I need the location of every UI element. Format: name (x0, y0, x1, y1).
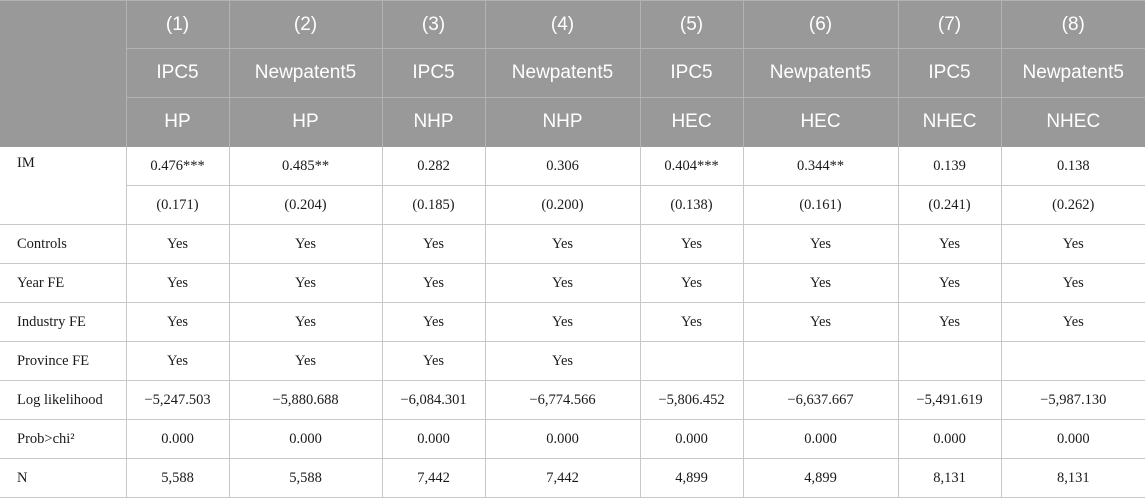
table-cell: Yes (1001, 264, 1145, 303)
standard-error-cell: (0.171) (126, 186, 229, 225)
table-header (0, 1, 1145, 147)
table-cell: Yes (485, 342, 640, 381)
table-cell: 0.000 (743, 420, 898, 459)
table-cell (898, 342, 1001, 381)
row-label-prob-chi2: Prob>chi² (0, 420, 126, 459)
table-cell: Yes (640, 264, 743, 303)
sample-group: HP (126, 98, 229, 147)
column-number: (2) (229, 1, 382, 49)
table-cell: Yes (898, 264, 1001, 303)
row-label-industry-fe: Industry FE (0, 303, 126, 342)
table-cell: −6,774.566 (485, 381, 640, 420)
table-cell: −5,987.130 (1001, 381, 1145, 420)
table-cell: Yes (898, 303, 1001, 342)
table-cell: Yes (1001, 303, 1145, 342)
dependent-variable: IPC5 (640, 49, 743, 98)
table-cell: 0.000 (898, 420, 1001, 459)
sample-group: NHP (485, 98, 640, 147)
table-cell: −5,880.688 (229, 381, 382, 420)
table-cell: Yes (485, 303, 640, 342)
row-log-likelihood (0, 381, 1145, 420)
column-number: (6) (743, 1, 898, 49)
dependent-variable: Newpatent5 (1001, 49, 1145, 98)
column-number: (8) (1001, 1, 1145, 49)
row-label-log-likelihood: Log likelihood (0, 381, 126, 420)
column-number: (1) (126, 1, 229, 49)
table-cell: 5,588 (126, 459, 229, 498)
row-industry-fe (0, 303, 1145, 342)
table-cell: −6,084.301 (382, 381, 485, 420)
table-cell: Yes (126, 264, 229, 303)
dependent-variable: Newpatent5 (485, 49, 640, 98)
table-cell: Yes (382, 342, 485, 381)
table-cell: Yes (229, 264, 382, 303)
standard-error-cell: (0.204) (229, 186, 382, 225)
standard-error-cell: (0.262) (1001, 186, 1145, 225)
header-corner-cell (0, 1, 126, 147)
table-cell: 4,899 (640, 459, 743, 498)
row-province-fe (0, 342, 1145, 381)
header-row-numbers (0, 1, 1145, 49)
table-cell: Yes (640, 225, 743, 264)
table-cell: Yes (229, 225, 382, 264)
row-controls (0, 225, 1145, 264)
table-cell: −5,491.619 (898, 381, 1001, 420)
coefficient-cell: 0.344** (743, 147, 898, 186)
row-label-im: IM (0, 147, 126, 225)
standard-error-cell: (0.138) (640, 186, 743, 225)
coefficient-cell: 0.306 (485, 147, 640, 186)
standard-error-cell: (0.161) (743, 186, 898, 225)
table-cell: 4,899 (743, 459, 898, 498)
dependent-variable: IPC5 (898, 49, 1001, 98)
table-cell: Yes (382, 303, 485, 342)
coefficient-cell: 0.485** (229, 147, 382, 186)
sample-group: NHEC (1001, 98, 1145, 147)
column-number: (5) (640, 1, 743, 49)
table-cell: Yes (743, 303, 898, 342)
table-cell: −6,637.667 (743, 381, 898, 420)
table-cell: 8,131 (898, 459, 1001, 498)
table-cell: Yes (229, 342, 382, 381)
coefficient-cell: 0.476*** (126, 147, 229, 186)
table-cell: Yes (126, 342, 229, 381)
standard-error-cell: (0.185) (382, 186, 485, 225)
table-cell: −5,806.452 (640, 381, 743, 420)
table-cell: 0.000 (1001, 420, 1145, 459)
header-row-samples (0, 98, 1145, 147)
table-cell: Yes (898, 225, 1001, 264)
column-number: (4) (485, 1, 640, 49)
table-cell: Yes (743, 225, 898, 264)
sample-group: HEC (640, 98, 743, 147)
standard-error-cell: (0.200) (485, 186, 640, 225)
standard-error-cell: (0.241) (898, 186, 1001, 225)
table-cell (1001, 342, 1145, 381)
table-cell: Yes (743, 264, 898, 303)
column-number: (3) (382, 1, 485, 49)
dependent-variable: IPC5 (126, 49, 229, 98)
table-cell (640, 342, 743, 381)
table-cell: 7,442 (485, 459, 640, 498)
table-cell: Yes (1001, 225, 1145, 264)
table-cell: 8,131 (1001, 459, 1145, 498)
table-cell: −5,247.503 (126, 381, 229, 420)
coefficient-cell: 0.139 (898, 147, 1001, 186)
row-label-year-fe: Year FE (0, 264, 126, 303)
table-cell: 0.000 (126, 420, 229, 459)
row-prob-chi2 (0, 420, 1145, 459)
header-row-dependent-vars (0, 49, 1145, 98)
row-year-fe (0, 264, 1145, 303)
sample-group: HP (229, 98, 382, 147)
dependent-variable: Newpatent5 (229, 49, 382, 98)
dependent-variable: IPC5 (382, 49, 485, 98)
table-cell: 0.000 (382, 420, 485, 459)
row-label-controls: Controls (0, 225, 126, 264)
column-number: (7) (898, 1, 1001, 49)
row-n (0, 459, 1145, 498)
coefficient-cell: 0.282 (382, 147, 485, 186)
sample-group: HEC (743, 98, 898, 147)
table-cell (743, 342, 898, 381)
table-cell: 0.000 (229, 420, 382, 459)
row-im-coefficient (0, 147, 1145, 186)
row-label-n: N (0, 459, 126, 498)
row-im-standard-error (0, 186, 1145, 225)
table-cell: Yes (485, 225, 640, 264)
table-cell: Yes (485, 264, 640, 303)
dependent-variable: Newpatent5 (743, 49, 898, 98)
sample-group: NHP (382, 98, 485, 147)
table-cell: Yes (126, 225, 229, 264)
row-label-province-fe: Province FE (0, 342, 126, 381)
table-cell: Yes (126, 303, 229, 342)
table-cell: 0.000 (640, 420, 743, 459)
table-cell: 0.000 (485, 420, 640, 459)
table-cell: Yes (382, 225, 485, 264)
sample-group: NHEC (898, 98, 1001, 147)
table-cell: Yes (382, 264, 485, 303)
table-cell: Yes (229, 303, 382, 342)
table-cell: Yes (640, 303, 743, 342)
coefficient-cell: 0.404*** (640, 147, 743, 186)
table-body (0, 147, 1145, 498)
table-cell: 5,588 (229, 459, 382, 498)
table-cell: 7,442 (382, 459, 485, 498)
coefficient-cell: 0.138 (1001, 147, 1145, 186)
